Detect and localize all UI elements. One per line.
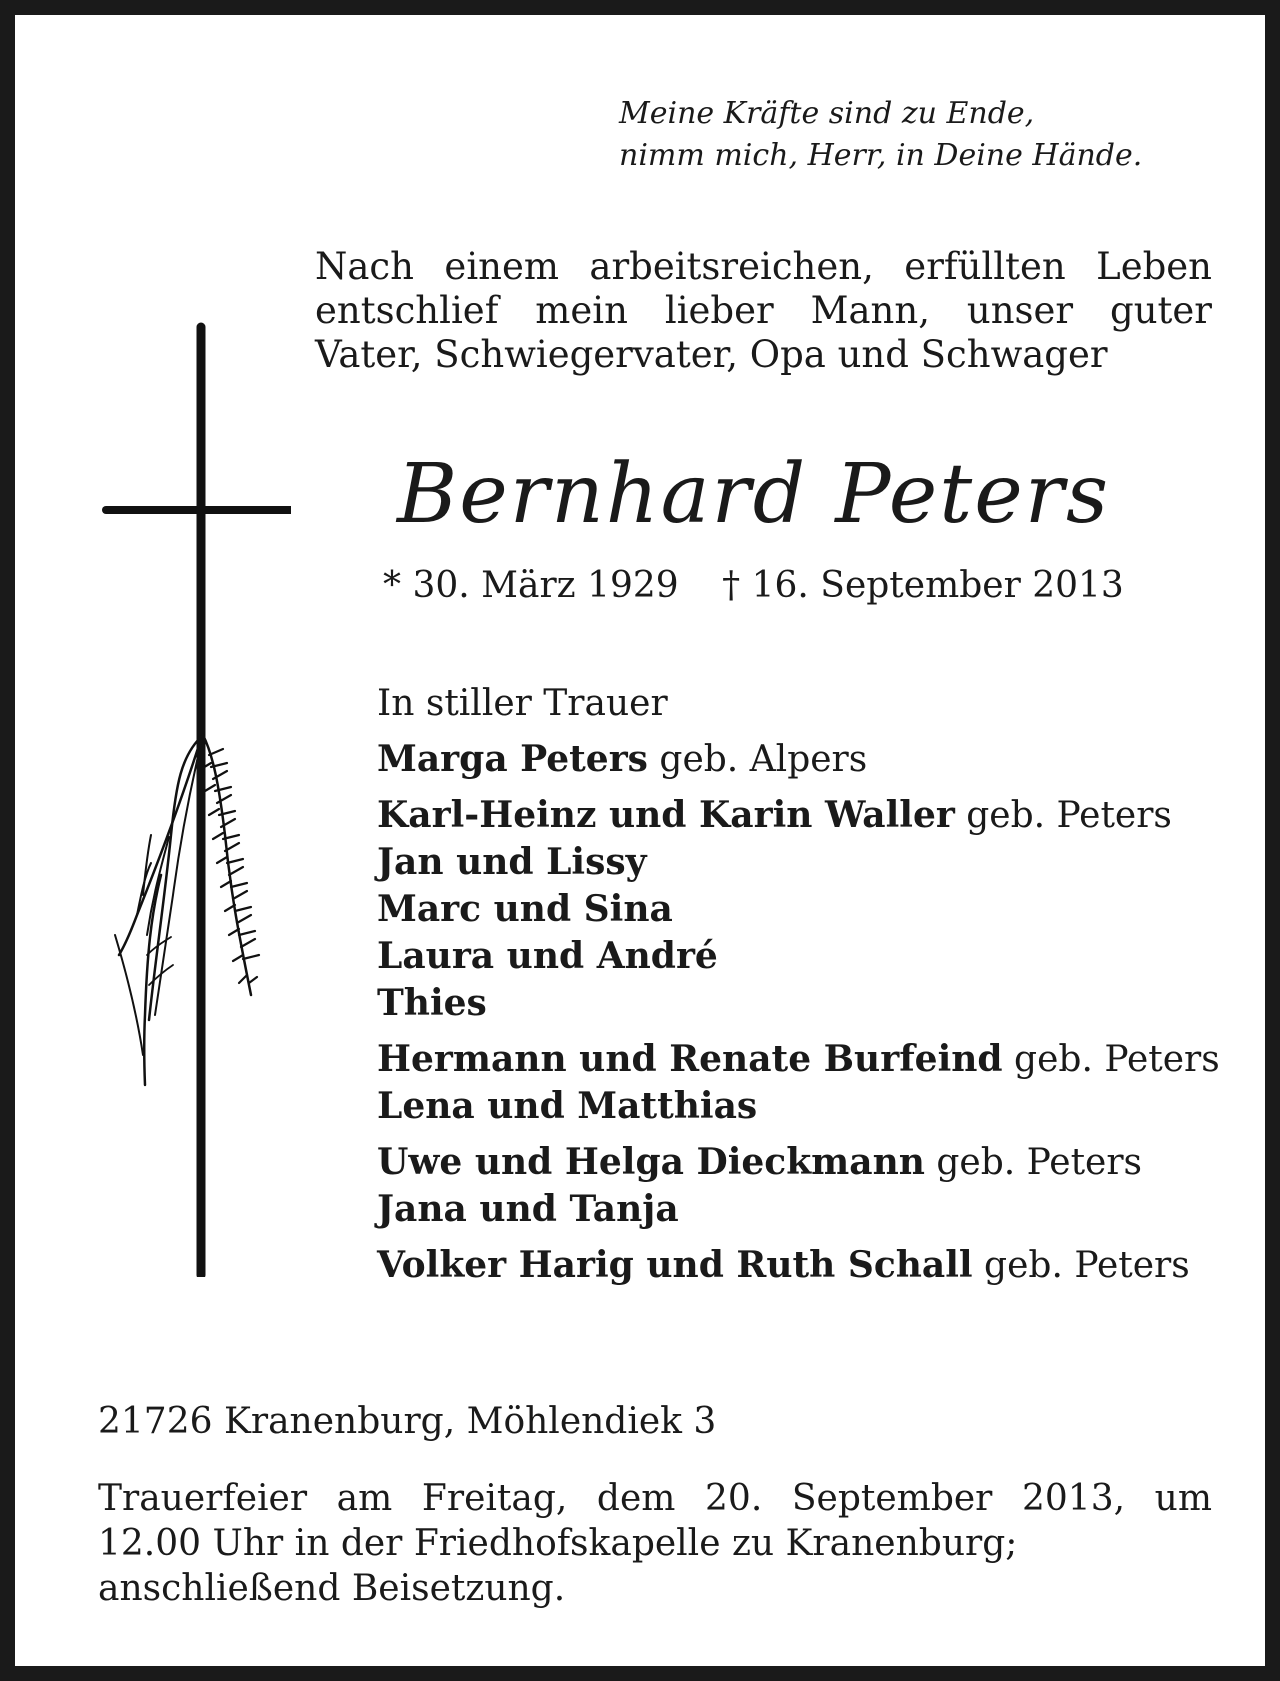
mourners-list bbox=[377, 680, 1220, 1289]
service-line-1: Trauerfeier am Freitag, dem 20. September 2013, um bbox=[98, 1478, 1212, 1519]
mourner-row bbox=[377, 792, 1217, 839]
death-date: † 16. September 2013 bbox=[722, 565, 1124, 606]
mourner-row bbox=[377, 886, 1217, 933]
mourner-row bbox=[377, 839, 1217, 886]
mourner-note: geb. Alpers bbox=[647, 739, 868, 780]
mourner-row bbox=[377, 1242, 1217, 1289]
cross-with-wheat-icon bbox=[101, 315, 291, 1277]
mourner-row bbox=[377, 933, 1217, 980]
intro-line-2: entschlief mein lieber Mann, unser guter bbox=[315, 289, 1212, 332]
mourner-name: Uwe und Helga Dieckmann bbox=[377, 1141, 925, 1183]
mourner-note: geb. Peters bbox=[1002, 1039, 1220, 1080]
birth-date: * 30. März 1929 bbox=[383, 565, 679, 606]
mourners-heading: In stiller Trauer bbox=[377, 683, 668, 724]
mourner-name: Hermann und Renate Burfeind bbox=[377, 1038, 1003, 1080]
mourner-name: Thies bbox=[377, 982, 487, 1024]
mourner-note: geb. Peters bbox=[954, 795, 1172, 836]
mourner-row bbox=[377, 1186, 1217, 1233]
address: 21726 Kranenburg, Möhlendiek 3 bbox=[98, 1401, 717, 1442]
mourner-name: Volker Harig und Ruth Schall bbox=[377, 1244, 973, 1286]
mourner-name: Karl-Heinz und Karin Waller bbox=[377, 794, 955, 836]
quote bbox=[619, 93, 1219, 177]
mourner-note: geb. Peters bbox=[972, 1245, 1190, 1286]
mourner-name: Jan und Lissy bbox=[377, 841, 647, 883]
mourner-note: geb. Peters bbox=[924, 1142, 1143, 1183]
mourner-row bbox=[377, 980, 1217, 1027]
mourner-name: Marc und Sina bbox=[377, 888, 673, 930]
mourner-name: Laura und André bbox=[377, 935, 718, 977]
quote-line-2: nimm mich, Herr, in Deine Hände. bbox=[619, 138, 1143, 173]
quote-line-1: Meine Kräfte sind zu Ende, bbox=[619, 96, 1035, 131]
intro-line-3: Vater, Schwiegervater, Opa und Schwager bbox=[315, 333, 1108, 376]
intro-line-1: Nach einem arbeitsreichen, erfüllten Leben bbox=[315, 245, 1212, 288]
intro-text bbox=[315, 245, 1212, 377]
service-line-2: 12.00 Uhr in der Friedhofskapelle zu Kranenburg; bbox=[98, 1523, 1018, 1564]
deceased-name: Bernhard Peters bbox=[397, 447, 1111, 542]
life-dates bbox=[383, 563, 1124, 609]
service-info bbox=[98, 1476, 1212, 1611]
mourner-row bbox=[377, 1036, 1220, 1083]
mourner-name: Jana und Tanja bbox=[377, 1188, 679, 1230]
mourner-row bbox=[377, 1139, 1217, 1186]
service-line-3: anschließend Beisetzung. bbox=[98, 1568, 566, 1609]
mourner-name: Marga Peters bbox=[377, 738, 648, 780]
mourner-name: Lena und Matthias bbox=[377, 1085, 758, 1127]
mourner-row bbox=[377, 1083, 1217, 1130]
mourner-row bbox=[377, 736, 1217, 783]
